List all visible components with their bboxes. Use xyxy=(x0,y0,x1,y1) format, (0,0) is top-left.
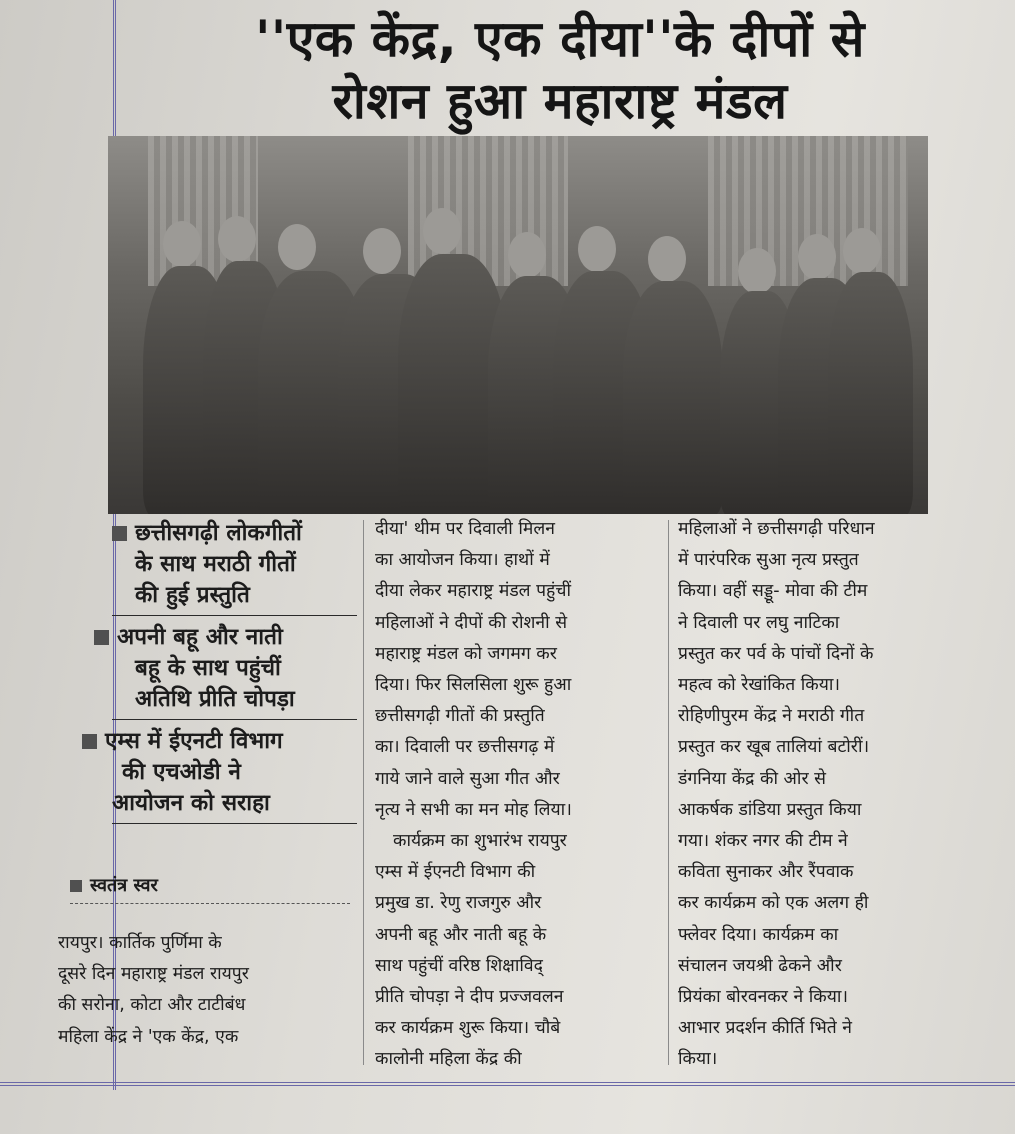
article-column-3 xyxy=(678,514,875,1076)
text-line: कालोनी महिला केंद्र की xyxy=(375,1049,522,1070)
highlight-line: की एचओडी ने xyxy=(122,759,241,785)
highlight-line: आयोजन को सराहा xyxy=(112,790,270,816)
text-line: कर कार्यक्रम को एक अलग ही xyxy=(678,893,869,914)
person-figure xyxy=(623,281,723,514)
text-line: महाराष्ट्र मंडल को जगमग कर xyxy=(375,643,557,664)
highlight-line: छत्तीसगढ़ी लोकगीतों xyxy=(135,520,302,546)
highlight-line: अतिथि प्रीति चोपड़ा xyxy=(135,686,295,712)
person-head xyxy=(218,216,256,262)
text-line: कर कार्यक्रम शुरू किया। चौबे xyxy=(375,1018,561,1039)
highlights xyxy=(105,518,357,830)
text-line: फ्लेवर दिया। कार्यक्रम का xyxy=(678,924,839,945)
article-column-2 xyxy=(375,514,572,1076)
highlight-line: एम्स में ईएनटी विभाग xyxy=(105,728,283,754)
text-line: डंगनिया केंद्र की ओर से xyxy=(678,768,826,789)
byline: स्वतंत्र स्वर xyxy=(70,873,350,904)
article-column-1 xyxy=(58,928,249,1053)
text-line: संचालन जयश्री ढेकने और xyxy=(678,955,842,976)
bullet-square-icon xyxy=(70,880,82,892)
person-head xyxy=(843,228,881,274)
text-line: की सरोना, कोटा और टाटीबंध xyxy=(58,995,246,1016)
person-head xyxy=(423,208,461,254)
text-line: दीया' थीम पर दिवाली मिलन xyxy=(375,519,555,539)
text-line: कविता सुनाकर और रैंपवाक xyxy=(678,862,854,883)
highlight-line: बहू के साथ पहुंचीं xyxy=(135,655,281,681)
text-line: प्रियंका बोरवनकर ने किया। xyxy=(678,987,849,1008)
text-line: प्रस्तुत कर खूब तालियां बटोरीं। xyxy=(678,737,870,758)
clipping-border-bottom xyxy=(0,1082,1015,1086)
person-head xyxy=(578,226,616,272)
text-line: छत्तीसगढ़ी गीतों की प्रस्तुति xyxy=(375,706,545,727)
text-line: रोहिणीपुरम केंद्र ने मराठी गीत xyxy=(678,706,865,727)
highlight-line: के साथ मराठी गीतों xyxy=(135,551,296,577)
text-line: रायपुर। कार्तिक पुर्णिमा के xyxy=(58,933,222,953)
group-photo-icon xyxy=(108,136,928,514)
highlight-item xyxy=(112,622,357,720)
headline-line-2: रोशन हुआ महाराष्ट्र मंडल xyxy=(332,72,788,130)
text-line: आभार प्रदर्शन कीर्ति भिते ने xyxy=(678,1018,852,1039)
text-line: साथ पहुंचीं वरिष्ठ शिक्षाविद् xyxy=(375,955,543,976)
text-line: किया। xyxy=(678,1049,718,1070)
text-line: दूसरे दिन महाराष्ट्र मंडल रायपुर xyxy=(58,964,249,985)
text-line: गया। शंकर नगर की टीम ने xyxy=(678,831,848,852)
text-line: आकर्षक डांडिया प्रस्तुत किया xyxy=(678,799,862,820)
text-line: गाये जाने वाले सुआ गीत और xyxy=(375,768,560,789)
text-line: कार्यक्रम का शुभारंभ रायपुर xyxy=(393,831,567,852)
highlight-item xyxy=(105,726,357,824)
text-line: महत्व को रेखांकित किया। xyxy=(678,675,841,696)
highlight-line: अपनी बहू और नाती xyxy=(117,624,283,650)
text-line: महिलाओं ने दीपों की रोशनी से xyxy=(375,612,568,633)
text-line: एम्स में ईएनटी विभाग की xyxy=(375,862,536,883)
text-line: किया। वहीं सड्डू- मोवा की टीम xyxy=(678,581,868,602)
text-line: दीया लेकर महाराष्ट्र मंडल पहुंचीं xyxy=(375,581,571,602)
headline xyxy=(130,8,990,132)
person-head xyxy=(163,221,201,267)
highlight-item xyxy=(112,518,357,616)
person-head xyxy=(508,232,546,278)
person-head xyxy=(798,234,836,280)
person-head xyxy=(648,236,686,282)
text-line: अपनी बहू और नाती बहू के xyxy=(375,924,547,945)
text-line: नृत्य ने सभी का मन मोह लिया। xyxy=(375,799,572,820)
column-divider xyxy=(668,520,669,1065)
text-line: महिला केंद्र ने 'एक केंद्र, एक xyxy=(58,1026,239,1047)
text-line: प्रीति चोपड़ा ने दीप प्रज्जवलन xyxy=(375,987,564,1008)
headline-line-1: ''एक केंद्र, एक दीया''के दीपों से xyxy=(255,10,865,68)
bullet-square-icon xyxy=(82,734,97,749)
text-line: ने दिवाली पर लघु नाटिका xyxy=(678,612,840,633)
text-line: में पारंपरिक सुआ नृत्य प्रस्तुत xyxy=(678,550,859,571)
person-head xyxy=(738,248,776,294)
text-line: का आयोजन किया। हाथों में xyxy=(375,550,550,571)
person-figure xyxy=(828,272,913,514)
text-line: दिया। फिर सिलसिला शुरू हुआ xyxy=(375,675,572,696)
person-head xyxy=(363,228,401,274)
person-head xyxy=(278,224,316,270)
bullet-square-icon xyxy=(94,630,109,645)
column-divider xyxy=(363,520,364,1065)
text-line: का। दिवाली पर छत्तीसगढ़ में xyxy=(375,737,555,758)
text-line: प्रमुख डा. रेणु राजगुरु और xyxy=(375,893,542,914)
highlight-line: की हुई प्रस्तुति xyxy=(135,582,250,608)
text-line: महिलाओं ने छत्तीसगढ़ी परिधान xyxy=(678,519,875,539)
bullet-square-icon xyxy=(112,526,127,541)
text-line: प्रस्तुत कर पर्व के पांचों दिनों के xyxy=(678,643,874,664)
